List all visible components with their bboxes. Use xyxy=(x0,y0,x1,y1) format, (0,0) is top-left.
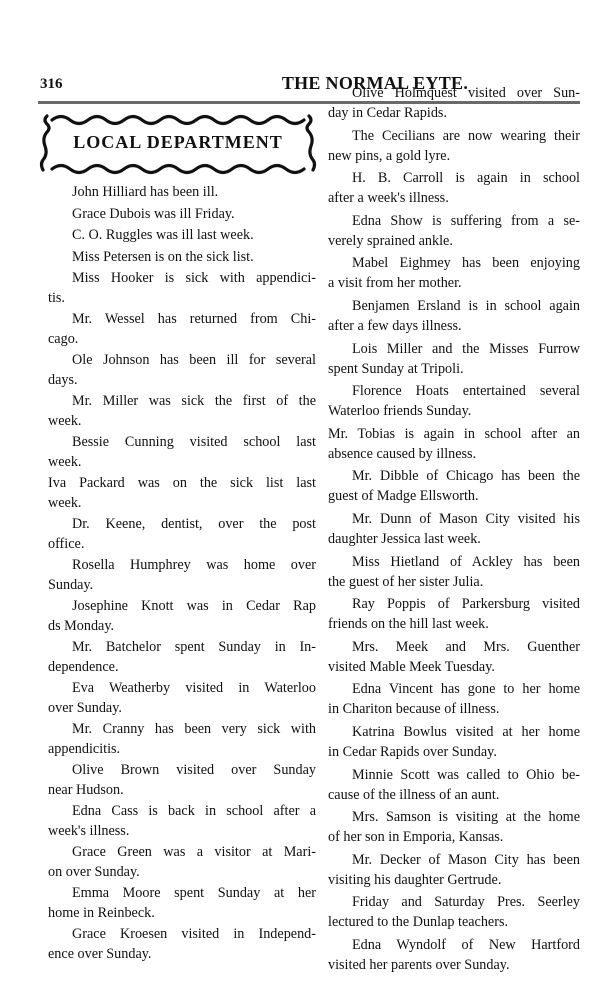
text-line: Lois Miller and the Misses Furrow xyxy=(352,340,580,357)
text-line: after a few days illness. xyxy=(328,317,462,334)
text-line: Friday and Saturday Pres. Seerley xyxy=(352,894,580,911)
news-item xyxy=(48,761,316,800)
text-line: absence caused by illness. xyxy=(328,445,477,462)
text-line: H. B. Carroll is again in school xyxy=(352,170,580,187)
text-line: Sunday. xyxy=(48,576,94,593)
text-line: friends on the hill last week. xyxy=(328,616,489,633)
news-item xyxy=(328,509,580,549)
text-line: Bessie Cunning visited school last xyxy=(72,434,316,450)
text-line: Rosella Humphrey was home over xyxy=(72,557,316,573)
text-line: day in Cedar Rapids. xyxy=(328,105,447,121)
text-line: Mr. Dunn of Mason City visited his xyxy=(352,510,580,527)
journal-title: THE NORMAL EYTE. xyxy=(281,73,469,93)
text-line: Olive Holmquest visited over Sun- xyxy=(352,85,580,101)
text-line: near Hudson. xyxy=(48,781,124,798)
news-item xyxy=(48,183,316,203)
text-line: Mrs. Samson is visiting at the home xyxy=(352,809,580,826)
news-item xyxy=(48,720,316,759)
text-line: Waterloo friends Sunday. xyxy=(328,403,472,420)
news-item xyxy=(328,552,580,592)
text-line: Josephine Knott was in Cedar Rap xyxy=(72,598,316,614)
text-line: a visit from her mother. xyxy=(328,275,462,292)
news-item xyxy=(48,392,316,431)
news-item xyxy=(48,515,316,554)
text-line: the guest of her sister Julia. xyxy=(328,573,484,590)
text-line: over Sunday. xyxy=(48,699,122,716)
text-line: appendicitis. xyxy=(48,740,121,757)
text-line: office. xyxy=(48,535,85,552)
page-number: 316 xyxy=(40,76,63,92)
text-line: week's illness. xyxy=(48,822,130,839)
news-item xyxy=(48,248,316,268)
text-line: Mr. Batchelor spent Sunday in In- xyxy=(72,639,316,655)
section-title: LOCAL DEPARTMENT xyxy=(73,132,283,152)
news-item xyxy=(328,935,580,975)
text-line: Minnie Scott was called to Ohio be- xyxy=(352,766,580,783)
news-item xyxy=(328,765,580,805)
text-line: Edna Cass is back in school after a xyxy=(72,803,316,819)
text-line: Dr. Keene, dentist, over the post xyxy=(72,516,316,532)
text-line: Miss Hietland of Ackley has been xyxy=(352,553,580,570)
news-item xyxy=(48,802,316,841)
text-line: Mr. Decker of Mason City has been xyxy=(352,851,580,868)
news-item xyxy=(48,679,316,718)
news-item xyxy=(328,850,580,890)
text-line: guest of Madge Ellsworth. xyxy=(328,488,479,505)
text-line: of her son in Emporia, Kansas. xyxy=(328,829,504,846)
text-line: new pins, a gold lyre. xyxy=(328,147,451,164)
text-line: Olive Brown visited over Sunday xyxy=(72,762,316,778)
news-item xyxy=(48,351,316,390)
text-line: in Cedar Rapids over Sunday. xyxy=(328,743,497,760)
news-item xyxy=(328,126,580,166)
news-item xyxy=(328,637,580,677)
text-line: Benjamen Ersland is in school again xyxy=(352,297,580,314)
text-line: visited her parents over Sunday. xyxy=(328,956,510,973)
text-line: days. xyxy=(48,371,78,388)
text-line: visiting his daughter Gertrude. xyxy=(328,871,502,888)
news-item xyxy=(328,892,580,932)
text-line: Mr. Cranny has been very sick with xyxy=(72,721,316,737)
text-line: Mr. Wessel has returned from Chi- xyxy=(72,311,316,327)
text-line: Edna Show is suffering from a se- xyxy=(352,212,580,229)
text-line: The Cecilians are now wearing their xyxy=(352,127,580,144)
news-item xyxy=(48,884,316,923)
text-line: Miss Petersen is on the sick list. xyxy=(72,248,254,265)
news-item xyxy=(328,807,580,847)
text-line: Florence Hoats entertained several xyxy=(352,383,580,400)
news-item xyxy=(48,474,316,513)
text-line: week. xyxy=(48,412,82,429)
text-line: week. xyxy=(48,494,82,511)
text-line: ds Monday. xyxy=(48,617,115,634)
text-line: daughter Jessica last week. xyxy=(328,530,481,547)
text-line: home in Reinbeck. xyxy=(48,904,155,921)
news-item xyxy=(328,424,580,464)
news-item xyxy=(328,466,580,506)
text-line: cago. xyxy=(48,330,79,347)
text-line: C. O. Ruggles was ill last week. xyxy=(72,227,254,243)
text-line: Ole Johnson has been ill for several xyxy=(72,352,316,368)
text-line: after a week's illness. xyxy=(328,190,449,207)
right-column xyxy=(328,83,580,977)
news-item xyxy=(328,296,580,336)
text-line: tis. xyxy=(48,289,65,306)
news-item xyxy=(48,226,316,246)
text-line: Miss Hooker is sick with appendici- xyxy=(72,270,316,286)
news-item xyxy=(48,925,316,964)
news-item xyxy=(328,211,580,251)
text-line: Eva Weatherby visited in Waterloo xyxy=(72,680,316,696)
news-item xyxy=(48,205,316,225)
text-line: in Chariton because of illness. xyxy=(328,701,500,718)
text-line: spent Sunday at Tripoli. xyxy=(328,360,464,377)
text-line: Grace Kroesen visited in Independ- xyxy=(72,926,316,942)
news-item xyxy=(48,556,316,595)
text-line: visited Mable Meek Tuesday. xyxy=(328,658,495,675)
left-column xyxy=(48,183,316,966)
news-item xyxy=(48,269,316,308)
text-line: Katrina Bowlus visited at her home xyxy=(352,723,580,740)
text-line: ence over Sunday. xyxy=(48,945,152,962)
news-item xyxy=(328,168,580,208)
news-item xyxy=(328,381,580,421)
news-item xyxy=(328,679,580,719)
text-line: dependence. xyxy=(48,658,119,675)
text-line: lectured to the Dunlap teachers. xyxy=(328,914,509,931)
text-line: cause of the illness of an aunt. xyxy=(328,786,500,803)
text-line: Mrs. Meek and Mrs. Guenther xyxy=(352,638,580,655)
text-line: Mabel Eighmey has been enjoying xyxy=(352,255,580,272)
news-item xyxy=(328,722,580,762)
text-line: John Hilliard has been ill. xyxy=(72,184,219,200)
news-item xyxy=(48,843,316,882)
news-item xyxy=(48,433,316,472)
text-line: Iva Packard was on the sick list last xyxy=(48,475,316,491)
news-item xyxy=(48,597,316,636)
news-item xyxy=(328,83,580,123)
text-line: Emma Moore spent Sunday at her xyxy=(72,885,316,901)
text-line: Mr. Miller was sick the first of the xyxy=(72,393,316,409)
text-line: Mr. Tobias is again in school after an xyxy=(328,425,580,442)
text-line: Edna Vincent has gone to her home xyxy=(352,681,580,698)
text-line: Grace Green was a visitor at Mari- xyxy=(72,844,316,860)
news-item xyxy=(328,594,580,634)
news-item xyxy=(328,253,580,293)
text-line: Mr. Dibble of Chicago has been the xyxy=(352,468,580,485)
text-line: Ray Poppis of Parkersburg visited xyxy=(352,596,580,613)
text-line: Edna Wyndolf of New Hartford xyxy=(352,936,580,953)
news-item xyxy=(48,638,316,677)
text-line: verely sprained ankle. xyxy=(328,232,453,249)
news-item xyxy=(328,339,580,379)
text-line: week. xyxy=(48,453,82,470)
text-line: on over Sunday. xyxy=(48,863,140,880)
news-item xyxy=(48,310,316,349)
text-line: Grace Dubois was ill Friday. xyxy=(72,205,235,222)
